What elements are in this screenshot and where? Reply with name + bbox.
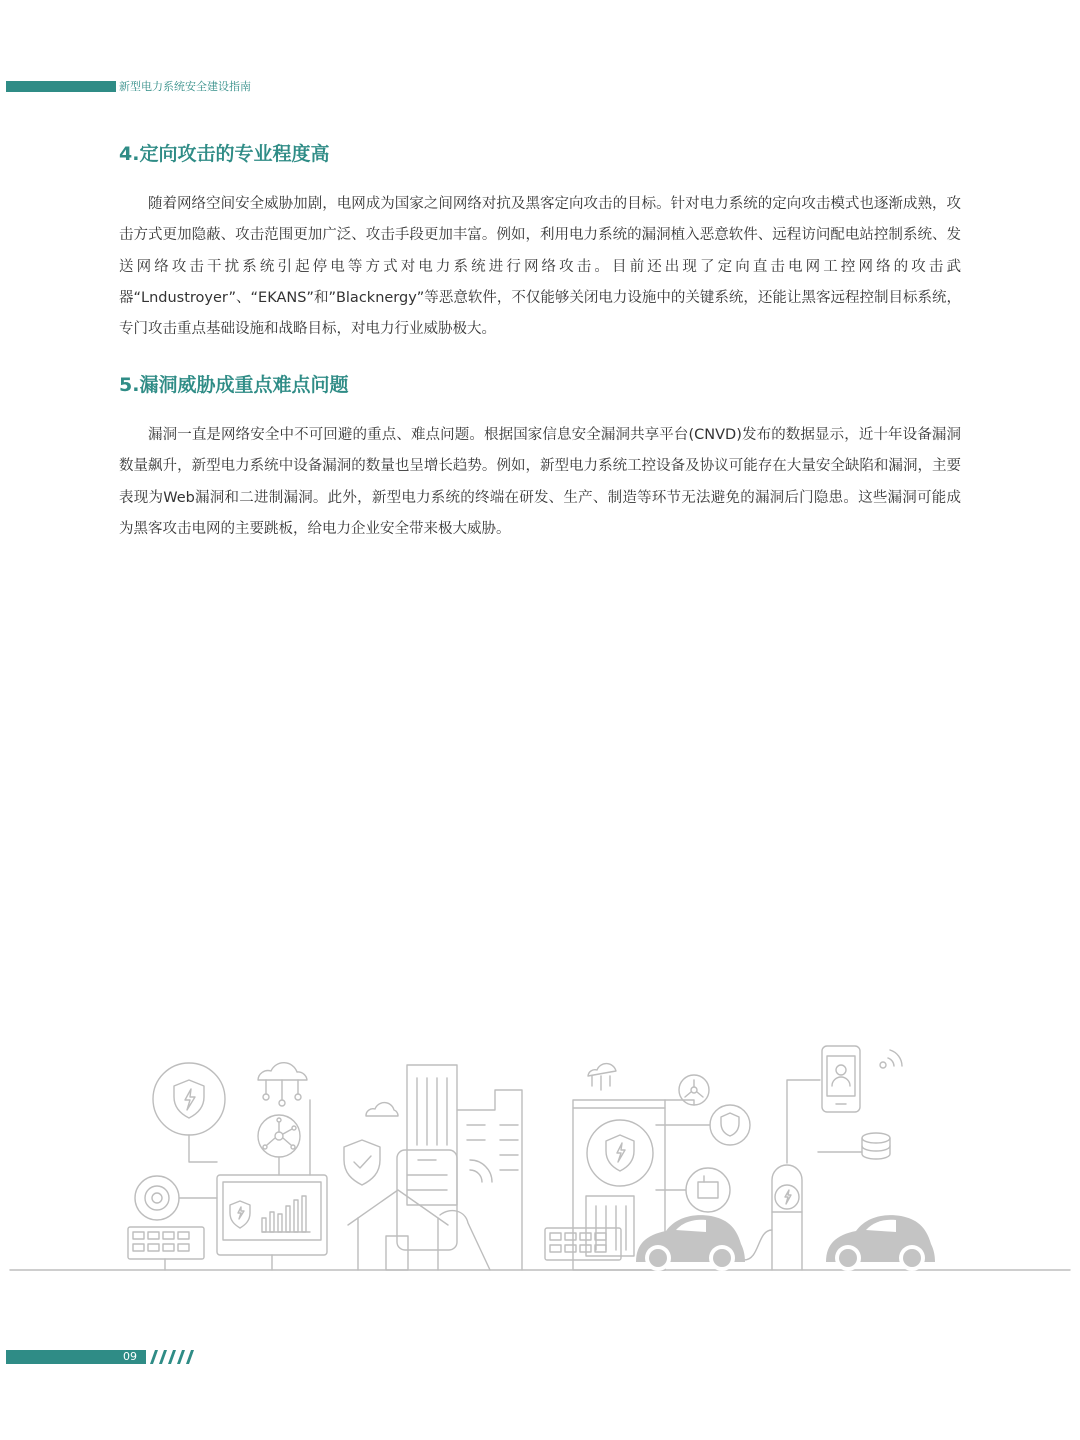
database-icon bbox=[862, 1133, 890, 1159]
shield-circle-icon bbox=[153, 1063, 225, 1135]
monitor-chart-icon bbox=[217, 1175, 327, 1270]
smart-grid-illustration bbox=[0, 1030, 1080, 1280]
phone-in-hand-icon bbox=[397, 1150, 492, 1270]
office-building-icon bbox=[407, 1065, 522, 1270]
house-icon bbox=[348, 1190, 448, 1270]
car-icon-right bbox=[826, 1215, 935, 1271]
section-heading-4: 4.定向攻击的专业程度高 bbox=[119, 143, 330, 165]
small-cloud-icon bbox=[366, 1103, 398, 1116]
gear-icon bbox=[135, 1176, 179, 1220]
header-accent-bar bbox=[6, 81, 116, 92]
keyboard-icon bbox=[128, 1227, 204, 1270]
network-hub-icon bbox=[258, 1115, 300, 1157]
section-paragraph-5: 漏洞一直是网络安全中不可回避的重点、难点问题。根据国家信息安全漏洞共享平台(CNVD)发布的数据显示，近十年设备漏洞数量飙升，新型电力系统中设备漏洞的数量也呈增长趋势。例如，新型电力系统工控设备及协议可能存在大量安全缺陷和漏洞，主要表现为Web漏洞和二进制漏洞。此外，新型电力系统的终端在研发、生产、制造等环节无法避免的漏洞后门隐患。这些漏洞可能成为黑客攻击电网的主要跳板，给电力企业安全带来极大威胁。 bbox=[119, 427, 961, 537]
shield-circle-icon-right bbox=[710, 1105, 750, 1145]
running-header-title: 新型电力系统安全建设指南 bbox=[119, 80, 251, 93]
section-paragraph-4: 随着网络空间安全威胁加剧，电网成为国家之间网络对抗及黑客定向攻击的目标。针对电力系统的定向攻击模式也逐渐成熟，攻击方式更加隐蔽、攻击范围更加广泛、攻击手段更加丰富。例如，利用电力系统的漏洞植入恶意软件、远程访问配电站控制系统、发送网络攻击干扰系统引起停电等方式对电力系统进行网络攻击。目前还出现了定向直击电网工控网络的攻击武器“Lndustroyer”、“EKANS”和”Blacknergy”等恶意软件，不仅能够关闭电力设施中的关键系统，还能让黑客远程控制目标系统，专门攻击重点基础设施和战略目标，对电力行业威胁极大。 bbox=[119, 196, 961, 338]
section-heading-5: 5.漏洞威胁成重点难点问题 bbox=[119, 374, 349, 396]
small-building-icon bbox=[586, 1196, 634, 1256]
factory-circle-icon bbox=[686, 1168, 730, 1212]
ev-charger-icon bbox=[744, 1165, 802, 1270]
car-icon-left bbox=[636, 1215, 745, 1271]
wifi-icon bbox=[880, 1050, 902, 1068]
phone-user-icon bbox=[822, 1046, 860, 1112]
keyboard-icon-right bbox=[545, 1228, 621, 1260]
shield-check-icon bbox=[344, 1140, 380, 1185]
footer-stripes-decoration bbox=[146, 1350, 198, 1364]
page-number: 09 bbox=[123, 1350, 137, 1363]
cloud-icon bbox=[258, 1063, 307, 1106]
